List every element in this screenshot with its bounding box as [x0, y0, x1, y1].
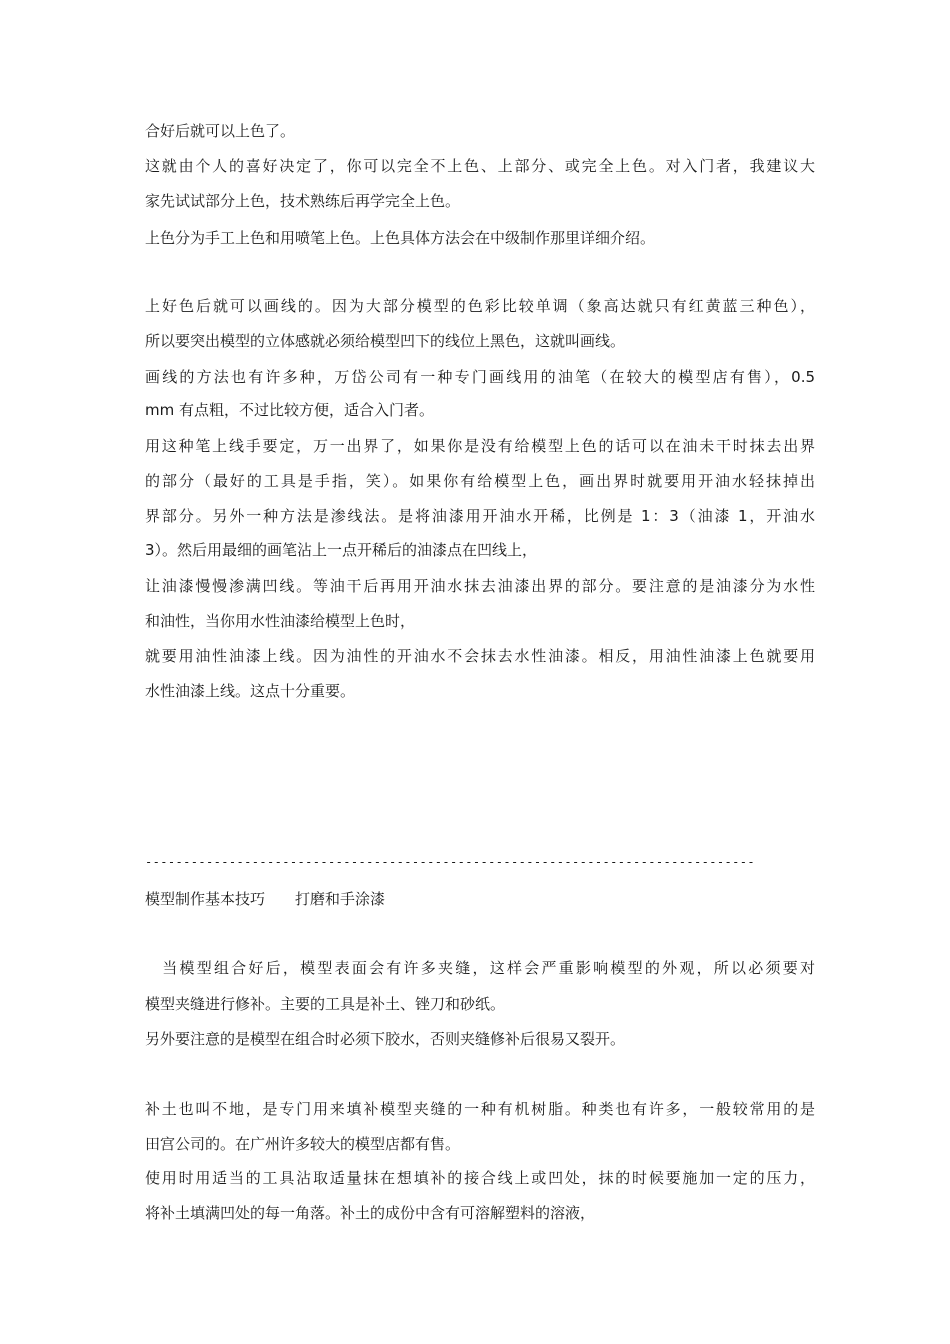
paragraph-line: 和油性，当你用水性油漆给模型上色时， [145, 612, 416, 630]
paragraph-line: 用这种笔上线手要定，万一出界了，如果你是没有给模型上色的话可以在油未干时抹去出界 [145, 437, 815, 455]
paragraph-line: 模型夹缝进行修补。主要的工具是补土、锉刀和砂纸。 [145, 995, 506, 1013]
section-divider: -------------------------------------------------------------------------------- [145, 855, 755, 869]
paragraph-line: 使用时用适当的工具沾取适量抹在想填补的接合线上或凹处，抹的时候要施加一定的压力， [145, 1169, 815, 1187]
paragraph-line: 上色分为手工上色和用喷笔上色。上色具体方法会在中级制作那里详细介绍。 [145, 229, 656, 247]
paragraph-line: 让油漆慢慢渗满凹线。等油干后再用开油水抹去油漆出界的部分。要注意的是油漆分为水性 [145, 577, 815, 595]
paragraph-line: 的部分（最好的工具是手指，笑）。如果你有给模型上色，画出界时就要用开油水轻抹掉出 [145, 472, 815, 490]
section-title: 模型制作基本技巧 打磨和手涂漆 [145, 890, 386, 908]
paragraph-line: 上好色后就可以画线的。因为大部分模型的色彩比较单调（象高达就只有红黄蓝三种色）， [145, 297, 815, 315]
paragraph-line: 合好后就可以上色了。 [145, 122, 296, 140]
paragraph-line: 家先试试部分上色，技术熟练后再学完全上色。 [145, 192, 461, 210]
paragraph-line: 界部分。另外一种方法是渗线法。是将油漆用开油水开稀，比例是 1：3（油漆 1，开油水 [145, 507, 815, 525]
paragraph-line: 水性油漆上线。这点十分重要。 [145, 682, 356, 700]
paragraph-line: 所以要突出模型的立体感就必须给模型凹下的线位上黑色，这就叫画线。 [145, 332, 626, 350]
paragraph-line: 3）。然后用最细的画笔沾上一点开稀后的油漆点在凹线上， [145, 541, 538, 559]
paragraph-line: 田宫公司的。在广州许多较大的模型店都有售。 [145, 1135, 461, 1153]
paragraph-line: 画线的方法也有许多种，万岱公司有一种专门画线用的油笔（在较大的模型店有售），0.5 [145, 368, 815, 386]
paragraph-line: 这就由个人的喜好决定了，你可以完全不上色、上部分、或完全上色。对入门者，我建议大 [145, 157, 815, 175]
paragraph-line: 另外要注意的是模型在组合时必须下胶水，否则夹缝修补后很易又裂开。 [145, 1030, 626, 1048]
paragraph-line: 当模型组合好后，模型表面会有许多夹缝，这样会严重影响模型的外观，所以必须要对 [145, 959, 815, 977]
paragraph-line: 补土也叫不地，是专门用来填补模型夹缝的一种有机树脂。种类也有许多，一般较常用的是 [145, 1100, 815, 1118]
paragraph-line: 就要用油性油漆上线。因为油性的开油水不会抹去水性油漆。相反，用油性油漆上色就要用 [145, 647, 815, 665]
paragraph-line: 将补土填满凹处的每一角落。补土的成份中含有可溶解塑料的溶液， [145, 1204, 596, 1222]
paragraph-line: mm 有点粗，不过比较方便，适合入门者。 [145, 401, 434, 419]
